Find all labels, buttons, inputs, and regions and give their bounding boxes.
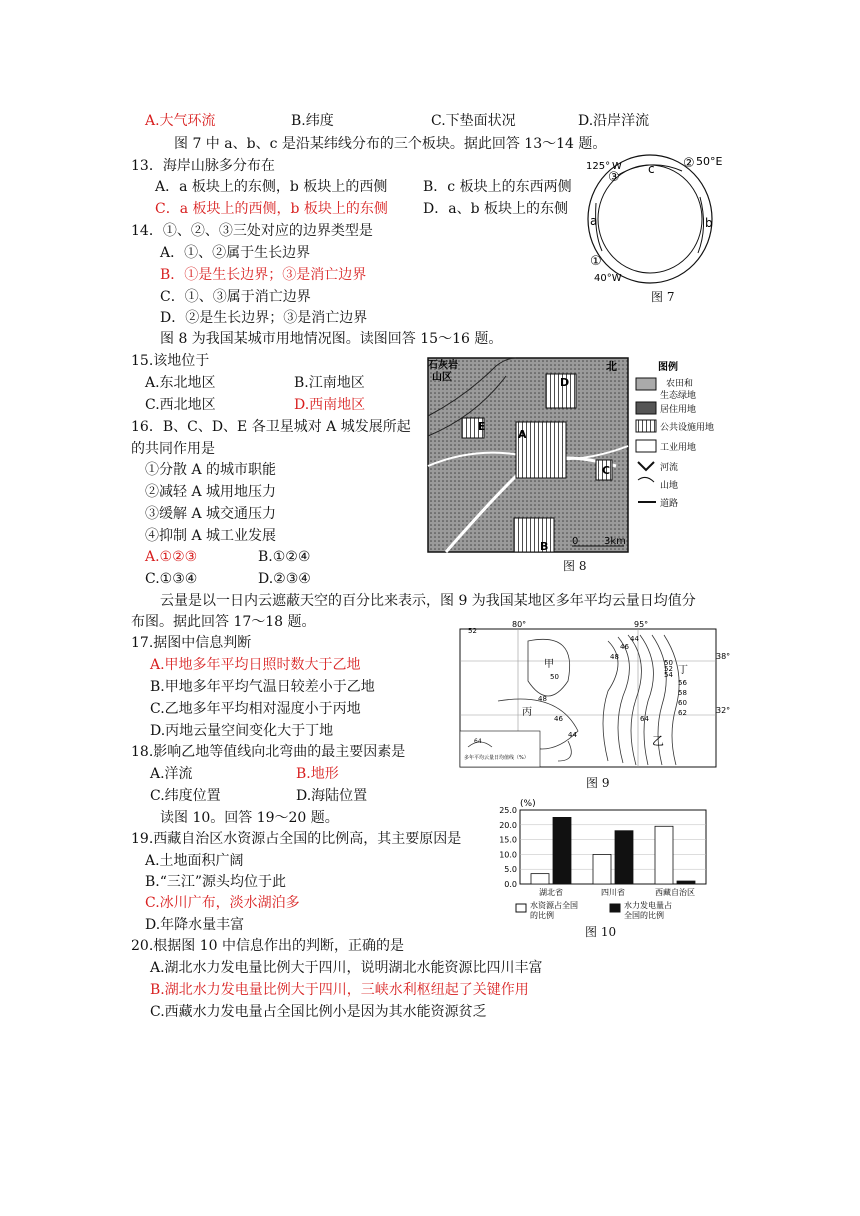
fig9-iso-44: 44 <box>630 635 639 643</box>
fig7-lon50e: 50°E <box>696 155 723 168</box>
fig7-plate-c: c <box>648 162 655 176</box>
fig9-lon95: 95° <box>634 621 649 629</box>
q20-option-b: B.湖北水力发电量比例大于四川，三峡水利枢纽起了关键作用 <box>150 982 529 998</box>
fig9-caption: 图 9 <box>586 776 610 790</box>
fig10-legend-black-2: 全国的比例 <box>624 911 664 920</box>
fig10-legend-white-2: 的比例 <box>530 911 554 920</box>
fig8-legend-industrial: 工业用地 <box>660 443 697 453</box>
fig10-category-label: 四川省 <box>601 888 625 897</box>
fig9-yi: 乙 <box>652 734 665 748</box>
q16-stem-line2: 的共同作用是 <box>131 441 215 457</box>
fig8-north-label: 北 <box>606 360 617 373</box>
fig10-ytick-label: 25.0 <box>499 806 517 815</box>
q20-option-a: A.湖北水力发电量比例大于四川，说明湖北水能资源比四川丰富 <box>150 960 543 976</box>
q14-option-c: C．①、③属于消亡边界 <box>160 289 311 305</box>
q20-option-c: C.西藏水力发电量占全国比例小是因为其水能资源贫乏 <box>150 1004 487 1020</box>
fig7-w: W <box>612 161 622 172</box>
q17-option-b: B.甲地多年平均气温日较差小于乙地 <box>150 679 375 695</box>
fig9-iso-48b: 48 <box>538 695 547 703</box>
fig8-city-e: E <box>478 420 486 433</box>
q16-option-a: A.①②③ <box>145 549 198 565</box>
fig8-caption: 图 8 <box>563 559 587 573</box>
fig9-lat32: 32° <box>716 706 731 715</box>
fig10-bar <box>531 874 549 884</box>
q12-option-d: D.沿岸洋流 <box>578 113 650 129</box>
q15-option-d: D.西南地区 <box>294 397 366 413</box>
fig8-city-b: B <box>540 540 549 553</box>
fig9-iso-48: 48 <box>610 653 619 661</box>
fig10-ytick-label: 5.0 <box>504 865 517 875</box>
fig8-region-label-2: 山区 <box>432 372 452 383</box>
q16-statement-1: ①分散 A 的城市职能 <box>145 462 277 478</box>
q12-option-b: B.纬度 <box>291 113 334 129</box>
q19-option-c: C.冰川广布，淡水湖泊多 <box>145 895 300 911</box>
q20-stem: 20.根据图 10 中信息作出的判断，正确的是 <box>131 938 404 954</box>
q16-option-b: B.①②④ <box>258 549 311 565</box>
fig7-marker-1: ① <box>590 254 602 269</box>
fig7-caption: 图 7 <box>651 290 675 304</box>
q14-option-a: A．①、②属于生长边界 <box>160 245 311 261</box>
intro-17-18-line2: 布图。据此回答 17～18 题。 <box>131 614 316 630</box>
fig10-unit: (%) <box>520 799 536 809</box>
intro-17-18-line1: 云量是以一日内云遮蔽天空的百分比来表示，图 9 为我国某地区多年平均云量日均值分 <box>160 593 696 609</box>
fig9-iso-52: 52 <box>664 665 673 673</box>
q16-statement-4: ④抑制 A 城工业发展 <box>145 528 277 544</box>
intro-19-20: 读图 10。回答 19～20 题。 <box>160 810 339 826</box>
fig9-iso-64: 64 <box>640 715 649 723</box>
fig10-legend-black-swatch <box>610 904 620 912</box>
fig7-lon125: 125° <box>586 161 611 172</box>
q19-option-b: B.“三江”源头均位于此 <box>145 874 287 890</box>
fig9-iso-54: 54 <box>664 671 673 679</box>
fig8-legend-farm-2: 生态绿地 <box>660 391 697 401</box>
q17-option-c: C.乙地多年平均相对湿度小于丙地 <box>150 701 361 717</box>
q15-option-a: A.东北地区 <box>145 375 216 391</box>
q19-option-a: A.土地面积广阔 <box>145 853 244 869</box>
fig10-ytick-label: 15.0 <box>499 835 517 845</box>
fig8-region-label-1: 石灰岩 <box>428 360 458 371</box>
fig7-marker-3: ③ <box>608 170 620 185</box>
q18-option-c: C.纬度位置 <box>150 788 221 804</box>
fig9-bing: 丙 <box>522 707 532 718</box>
q13-option-b: B．c 板块上的东西两侧 <box>423 179 572 195</box>
fig9-iso-44b: 44 <box>568 731 577 739</box>
fig9-iso-52b: 52 <box>468 627 477 635</box>
fig9-lat38: 38° <box>716 652 731 661</box>
fig8-legend-mountain: 山地 <box>660 481 679 491</box>
q13-option-d: D．a、b 板块上的东侧 <box>423 201 568 217</box>
q14-option-b: B．①是生长边界；③是消亡边界 <box>160 267 367 283</box>
q18-option-b: B.地形 <box>296 766 339 782</box>
fig8-legend-river: 河流 <box>660 463 679 473</box>
fig8-legend-public: 公共设施用地 <box>660 423 715 433</box>
fig7-plate-b: b <box>705 216 713 230</box>
q16-option-d: D.②③④ <box>258 571 311 587</box>
q18-stem: 18.影响乙地等值线向北弯曲的最主要因素是 <box>131 744 406 760</box>
figure-10-bar-chart <box>486 796 716 922</box>
intro-15-16: 图 8 为我国某城市用地情况图。读图回答 15～16 题。 <box>160 331 503 347</box>
fig7-lon40w: 40°W <box>594 273 622 284</box>
fig9-iso-56: 56 <box>678 679 687 687</box>
q13-stem: 13．海岸山脉多分布在 <box>131 158 275 174</box>
fig9-jia: 甲 <box>544 659 554 670</box>
fig10-bar <box>677 881 695 884</box>
q16-statement-3: ③缓解 A 城交通压力 <box>145 506 277 522</box>
fig8-legend-farm-1: 农田和 <box>666 379 694 389</box>
fig8-city-a: A <box>518 428 527 441</box>
fig8-legend-title: 图例 <box>658 362 678 373</box>
fig10-legend-white-swatch <box>516 904 526 912</box>
q17-option-d: D.丙地云量空间变化大于丁地 <box>150 723 334 739</box>
fig8-city-c: C <box>602 464 611 477</box>
fig7-plate-a: a <box>590 214 598 228</box>
q14-option-d: D．②是生长边界；③是消亡边界 <box>160 310 368 326</box>
fig9-iso-50b: 50 <box>550 673 559 681</box>
fig10-ytick-label: 20.0 <box>499 820 517 830</box>
q12-option-a: A.大气环流 <box>145 113 216 129</box>
q19-stem: 19.西藏自治区水资源占全国的比例高，其主要原因是 <box>131 831 462 847</box>
fig10-bar <box>615 831 633 884</box>
q15-stem: 15.该地位于 <box>131 353 210 369</box>
fig10-caption: 图 10 <box>585 925 617 939</box>
fig9-iso-50: 50 <box>664 659 673 667</box>
figure-8-city-land-use-map <box>426 356 718 556</box>
fig9-ding: 丁 <box>678 665 688 676</box>
fig8-legend-residential: 居住用地 <box>660 405 697 415</box>
fig10-category-label: 湖北省 <box>539 888 563 897</box>
fig10-bar <box>553 817 571 884</box>
fig8-scale-zero: 0 <box>572 536 579 547</box>
intro-13-14: 图 7 中 a、b、c 是沿某纬线分布的三个板块。据此回答 13～14 题。 <box>174 136 607 152</box>
q13-option-a: A．a 板块上的东侧，b 板块上的西侧 <box>155 179 388 195</box>
fig10-legend-white-1: 水资源占全国 <box>530 901 578 910</box>
fig9-iso-46b: 46 <box>554 715 563 723</box>
figure-9-cloud-isoline-map <box>458 621 732 771</box>
fig9-iso-62: 62 <box>678 709 687 717</box>
q15-option-b: B.江南地区 <box>294 375 365 391</box>
fig8-city-d: D <box>560 376 570 389</box>
fig10-ytick-label: 10.0 <box>499 850 517 860</box>
fig10-bar <box>655 826 673 884</box>
fig10-bar <box>593 854 611 884</box>
q18-option-d: D.海陆位置 <box>296 788 368 804</box>
fig8-scale: 3km <box>604 536 626 547</box>
fig9-legend-text: 多年平均云量日均值线（%） <box>464 755 529 761</box>
q18-option-a: A.洋流 <box>150 766 193 782</box>
q15-option-c: C.西北地区 <box>145 397 216 413</box>
q16-stem-line1: 16．B、C、D、E 各卫星城对 A 城发展所起 <box>131 419 411 435</box>
q13-option-c: C．a 板块上的西侧，b 板块上的东侧 <box>155 201 388 217</box>
fig10-plot-frame <box>520 810 706 884</box>
q17-option-a: A.甲地多年平均日照时数大于乙地 <box>150 657 361 673</box>
q17-stem: 17.据图中信息判断 <box>131 635 252 651</box>
fig10-ytick-label: 0.0 <box>504 880 517 889</box>
fig9-iso-60: 60 <box>678 699 687 707</box>
q14-stem: 14．①、②、③三处对应的边界类型是 <box>131 223 373 239</box>
fig10-category-label: 西藏自治区 <box>655 888 695 897</box>
fig9-iso-46: 46 <box>620 643 629 651</box>
fig9-legend-val: 64 <box>474 738 482 745</box>
fig8-legend-road: 道路 <box>660 499 679 509</box>
q19-option-d: D.年降水量丰富 <box>145 917 245 933</box>
q16-statement-2: ②减轻 A 城用地压力 <box>145 484 277 500</box>
fig10-legend-black-1: 水力发电量占 <box>624 901 672 910</box>
q16-option-c: C.①③④ <box>145 571 198 587</box>
q12-option-c: C.下垫面状况 <box>431 113 516 129</box>
fig9-lon80: 80° <box>512 621 527 629</box>
fig7-marker-2: ② <box>683 156 695 171</box>
fig9-iso-58: 58 <box>678 689 687 697</box>
